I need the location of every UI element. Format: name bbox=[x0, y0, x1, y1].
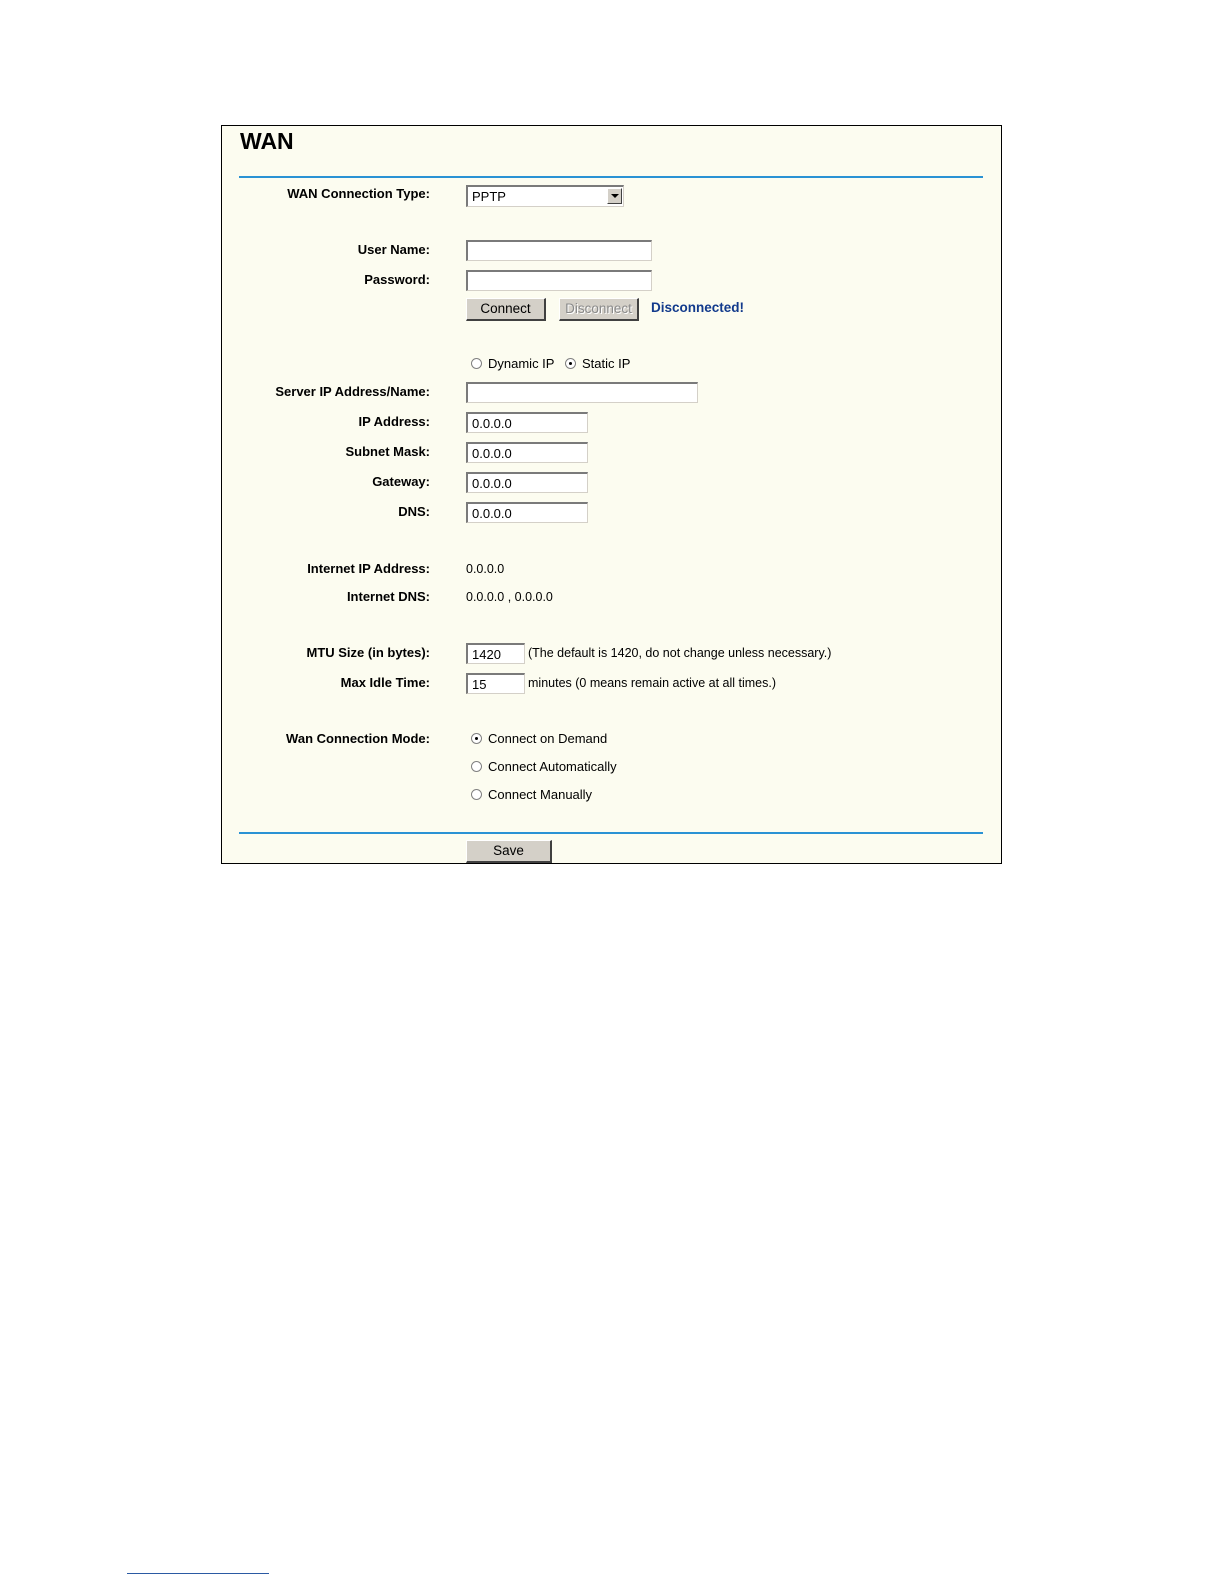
mtu-size-input[interactable]: 1420 bbox=[466, 643, 525, 664]
radio-checked-icon bbox=[471, 733, 482, 744]
max-idle-time-input[interactable]: 15 bbox=[466, 673, 525, 694]
page-title: WAN bbox=[240, 128, 294, 154]
dns-label: DNS: bbox=[398, 504, 430, 519]
disconnect-button[interactable]: Disconnect bbox=[559, 298, 639, 321]
mtu-size-label: MTU Size (in bytes): bbox=[306, 645, 430, 660]
dynamic-ip-label: Dynamic IP bbox=[488, 356, 555, 371]
gateway-label: Gateway: bbox=[372, 474, 430, 489]
subnet-mask-label: Subnet Mask: bbox=[345, 444, 430, 459]
subnet-mask-input[interactable]: 0.0.0.0 bbox=[466, 442, 588, 463]
server-ip-input[interactable] bbox=[466, 382, 698, 403]
dynamic-ip-radio[interactable] bbox=[471, 356, 554, 371]
radio-checked-icon bbox=[565, 358, 576, 369]
connect-automatically-label: Connect Automatically bbox=[488, 759, 617, 774]
save-button[interactable]: Save bbox=[466, 840, 552, 863]
static-ip-label: Static IP bbox=[582, 356, 631, 371]
gateway-input[interactable]: 0.0.0.0 bbox=[466, 472, 588, 493]
wan-connection-type-select[interactable] bbox=[466, 185, 624, 207]
ip-address-label: IP Address: bbox=[358, 414, 430, 429]
internet-dns-label: Internet DNS: bbox=[346, 589, 430, 604]
wan-connection-type-label: WAN Connection Type: bbox=[287, 186, 430, 201]
connect-automatically-radio[interactable] bbox=[471, 759, 617, 774]
internet-ip-value: 0.0.0.0 bbox=[466, 562, 505, 576]
radio-unchecked-icon bbox=[471, 789, 482, 800]
user-name-label: User Name: bbox=[357, 242, 430, 257]
connect-manually-radio[interactable] bbox=[471, 787, 592, 802]
user-name-input[interactable] bbox=[466, 240, 652, 261]
max-idle-time-hint: minutes (0 means remain active at all times.) bbox=[528, 676, 777, 690]
radio-unchecked-icon bbox=[471, 358, 482, 369]
server-ip-label: Server IP Address/Name: bbox=[275, 384, 430, 399]
password-label: Password: bbox=[364, 272, 430, 287]
wan-connection-mode-label: Wan Connection Mode: bbox=[286, 731, 430, 746]
chevron-down-icon[interactable] bbox=[607, 188, 622, 204]
connect-manually-label: Connect Manually bbox=[488, 787, 593, 802]
radio-unchecked-icon bbox=[471, 761, 482, 772]
connect-button[interactable]: Connect bbox=[466, 298, 546, 321]
static-ip-radio[interactable] bbox=[565, 356, 630, 371]
footer-divider bbox=[239, 832, 983, 834]
header-divider bbox=[239, 176, 983, 178]
wan-settings-panel bbox=[221, 125, 1002, 864]
mtu-size-hint: (The default is 1420, do not change unless necessary.) bbox=[528, 646, 832, 660]
wan-connection-type-value: PPTP bbox=[472, 189, 506, 204]
connection-status-text: Disconnected! bbox=[651, 300, 745, 315]
connect-on-demand-radio[interactable] bbox=[471, 731, 607, 746]
connect-on-demand-label: Connect on Demand bbox=[488, 731, 608, 746]
internet-ip-label: Internet IP Address: bbox=[307, 561, 430, 576]
password-input[interactable] bbox=[466, 270, 652, 291]
footnote-rule bbox=[127, 1573, 269, 1574]
dns-input[interactable]: 0.0.0.0 bbox=[466, 502, 588, 523]
internet-dns-value: 0.0.0.0 , 0.0.0.0 bbox=[466, 590, 553, 604]
ip-address-input[interactable]: 0.0.0.0 bbox=[466, 412, 588, 433]
max-idle-time-label: Max Idle Time: bbox=[340, 675, 430, 690]
